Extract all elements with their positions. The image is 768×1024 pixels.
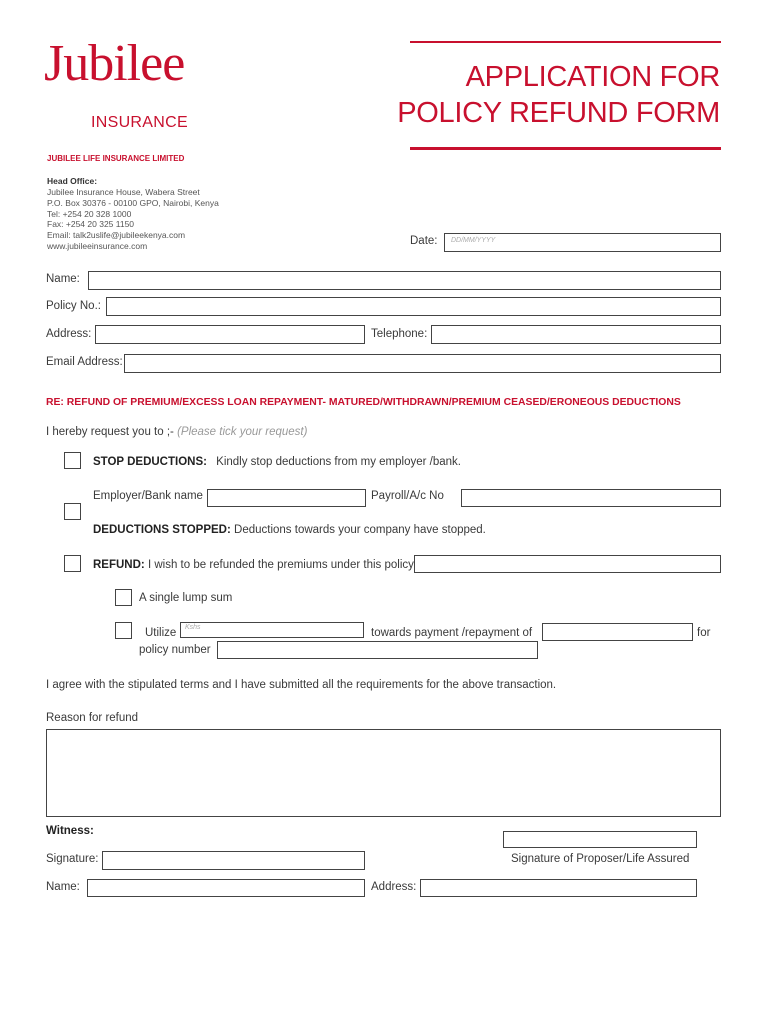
head-office-address — [47, 187, 219, 252]
re-heading: RE: REFUND OF PREMIUM/EXCESS LOAN REPAYMENT- MATURED/WITHDRAWN/PREMIUM CEASED/ERONEOUS DEDUCTIONS — [46, 397, 681, 408]
payroll-label: Payroll/A/c No — [371, 490, 444, 502]
refund-title: REFUND: — [93, 559, 145, 571]
head-office-line: www.jubileeinsurance.com — [47, 240, 148, 251]
proposer-signature-field[interactable] — [503, 831, 697, 848]
witness-name-field[interactable] — [87, 879, 365, 897]
witness-address-label: Address: — [371, 881, 417, 893]
head-office-line: Tel: +254 20 328 1000 — [47, 208, 132, 219]
employer-field[interactable] — [207, 489, 366, 507]
date-field[interactable] — [444, 233, 721, 252]
head-office-line: Jubilee Insurance House, Wabera Street — [47, 187, 200, 197]
name-field[interactable] — [88, 271, 721, 290]
request-intro — [46, 426, 307, 438]
for-label: for — [697, 627, 711, 639]
email-field[interactable] — [124, 354, 721, 373]
witness-heading: Witness: — [46, 825, 94, 837]
deductions-stopped-text: Deductions towards your company have stopped. — [234, 524, 486, 536]
telephone-label: Telephone: — [371, 328, 428, 340]
head-office-line: P.O. Box 30376 - 00100 GPO, Nairobi, Kenya — [47, 197, 219, 208]
lump-sum-label: A single lump sum — [139, 592, 233, 604]
utilize-placeholder: Kshs — [185, 624, 201, 631]
utilize-checkbox[interactable] — [115, 622, 132, 639]
witness-signature-label: Signature: — [46, 853, 99, 865]
company-name: JUBILEE LIFE INSURANCE LIMITED — [47, 154, 185, 163]
policy-no-field[interactable] — [106, 297, 721, 316]
refund-text: I wish to be refunded the premiums under this policy — [147, 559, 414, 571]
jubilee-logo: Jubilee — [44, 35, 185, 92]
title-top-rule — [410, 41, 721, 43]
agreement-text: I agree with the stipulated terms and I have submitted all the requirements for the above transaction. — [46, 679, 557, 691]
name-label: Name: — [46, 273, 80, 285]
employer-label: Employer/Bank name — [93, 490, 203, 502]
stop-deductions-text: Kindly stop deductions from my employer /bank. — [216, 456, 461, 468]
address-field[interactable] — [95, 325, 365, 344]
witness-address-field[interactable] — [420, 879, 697, 897]
head-office-line: Email: talk2uslife@jubileekenya.com — [47, 230, 186, 241]
utilize-amount-field[interactable] — [180, 622, 364, 638]
policy-number-label: policy number — [139, 644, 211, 656]
deductions-stopped-checkbox[interactable] — [64, 503, 81, 520]
utilize-label: Utilize — [145, 627, 177, 639]
policy-no-label: Policy No.: — [46, 300, 101, 312]
policy-number-field[interactable] — [217, 641, 538, 659]
form-title-line2: POLICY REFUND FORM — [397, 97, 720, 129]
request-hint: (Please tick your request) — [177, 426, 308, 438]
refund-field[interactable] — [414, 555, 721, 573]
stop-deductions-title: STOP DEDUCTIONS: — [93, 456, 207, 468]
witness-signature-field[interactable] — [102, 851, 365, 870]
stop-deductions-row — [93, 456, 461, 468]
stop-deductions-checkbox[interactable] — [64, 452, 81, 469]
witness-name-label: Name: — [46, 881, 80, 893]
reason-label: Reason for refund — [46, 712, 139, 724]
head-office-line: Fax: +254 20 325 1150 — [47, 219, 135, 230]
email-label: Email Address: — [46, 356, 123, 368]
towards-field[interactable] — [542, 623, 693, 641]
address-label: Address: — [46, 328, 92, 340]
reason-textarea[interactable] — [46, 729, 721, 817]
form-title-line1: APPLICATION FOR — [465, 61, 720, 93]
logo-subtitle: INSURANCE — [91, 114, 188, 131]
refund-checkbox[interactable] — [64, 555, 81, 572]
refund-row — [93, 559, 414, 571]
date-label: Date: — [410, 235, 438, 247]
head-office-label: Head Office: — [47, 176, 98, 186]
request-intro-text: I hereby request you to ;- — [46, 426, 174, 438]
deductions-stopped-title: DEDUCTIONS STOPPED: — [93, 524, 231, 536]
title-bottom-rule — [410, 147, 721, 150]
payroll-field[interactable] — [461, 489, 721, 507]
date-placeholder: DD/MM/YYYY — [451, 237, 496, 244]
lump-sum-checkbox[interactable] — [115, 589, 132, 606]
deductions-stopped-row — [93, 524, 486, 536]
telephone-field[interactable] — [431, 325, 721, 344]
proposer-signature-label: Signature of Proposer/Life Assured — [511, 853, 690, 865]
towards-label: towards payment /repayment of — [371, 627, 533, 639]
